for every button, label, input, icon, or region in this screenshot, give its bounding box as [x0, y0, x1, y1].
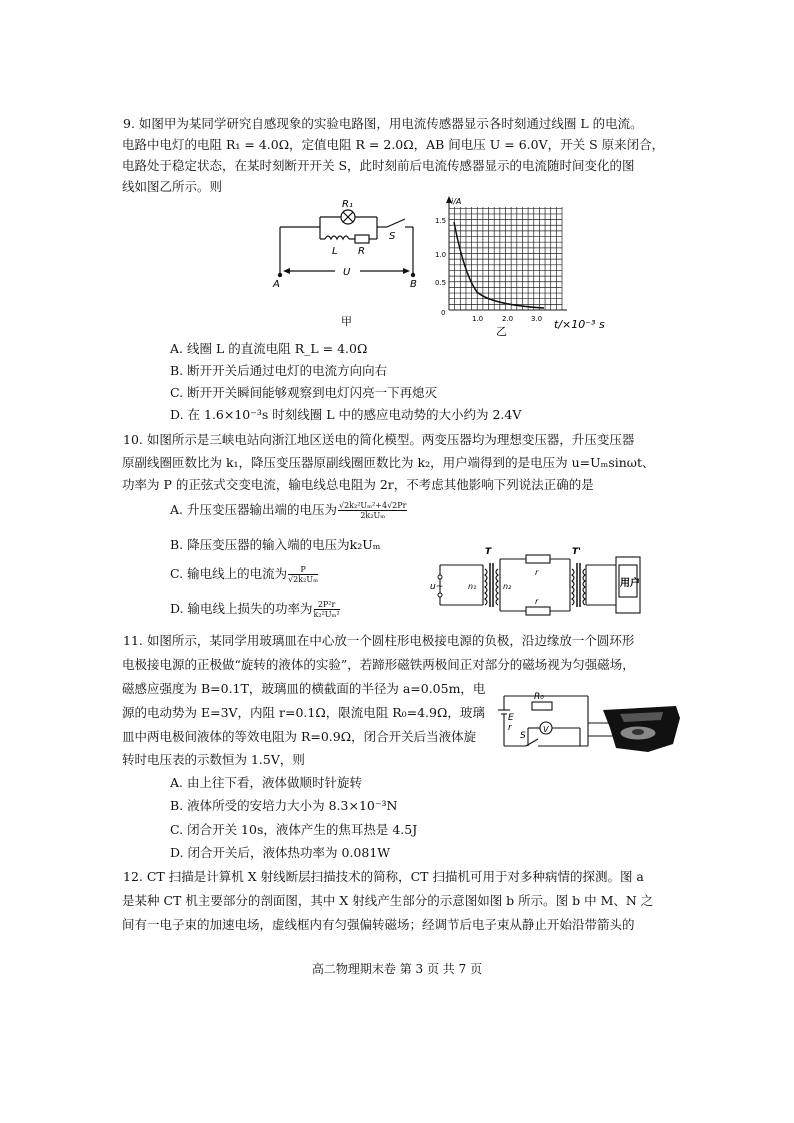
q10-option-c [170, 565, 318, 584]
q9-current-graph [432, 192, 622, 342]
q9-option-c: C. 断开开关瞬间能够观察到电灯闪亮一下再熄灭 [170, 385, 438, 400]
q9-option-d: D. 在 1.6×10⁻³s 时刻线圈 L 中的感应电动势的大小约为 2.4V [170, 407, 522, 422]
q10-transmission-diagram [428, 545, 660, 627]
y-tick-1-0: 1.0 [435, 251, 447, 259]
q9-line-1: 9. 如图甲为某同学研究自感现象的实验电路图，用电流传感器显示各时刻通过线圈 L 的电流。 [123, 116, 643, 131]
label-user: 用户 [620, 578, 640, 589]
q9-option-b: B. 断开开关后通过电灯的电流方向向右 [170, 363, 388, 378]
graph-caption: 乙 [496, 325, 507, 338]
label-U: U [343, 267, 351, 278]
page-footer: 高二物理期末卷 第 3 页 共 7 页 [311, 962, 483, 976]
q10-option-a [170, 501, 407, 520]
q12-line-3: 间有一电子束的加速电场，虚线框内有匀强偏转磁场；经调节后电子束从静止开始沿带箭头的 [122, 917, 635, 932]
q11-line-4: 源的电动势为 E=3V，内阻 r=0.1Ω，限流电阻 R₀=4.9Ω，玻璃 [122, 705, 485, 720]
label-r-top: r [535, 568, 539, 577]
graph-x-axis-label: t/×10⁻³ s [554, 318, 605, 331]
fraction-numerator: 2P²r [314, 600, 340, 610]
q9-circuit-diagram [265, 195, 435, 330]
q10-option-d-text: D. 输电线上损失的功率为 [170, 601, 313, 616]
y-tick-0: 0 [441, 309, 446, 317]
fraction-denominator: k₂²Uₘ² [313, 610, 340, 619]
graph-y-axis-label: i/A [451, 197, 462, 206]
label-V: V [543, 725, 549, 734]
fraction-denominator: √2k₂Uₘ [288, 575, 318, 584]
label-S: S [520, 731, 526, 741]
q11-option-b: B. 液体所受的安培力大小为 8.3×10⁻³N [170, 798, 398, 813]
q10-option-c-text: C. 输电线上的电流为 [170, 566, 288, 581]
q11-option-d: D. 闭合开关后，液体热功率为 0.081W [170, 845, 391, 860]
q10-option-b: B. 降压变压器的输入端的电压为k₂Uₘ [170, 537, 381, 552]
q9-line-3: 电路处于稳定状态，在某时刻断开开关 S，此时刻前后电流传感器显示的电流随时间变化的图 [122, 158, 635, 173]
q11-line-5: 皿中两电极间液体的等效电阻为 R=0.9Ω，闭合开关后当液体旋 [122, 729, 477, 744]
y-tick-1-5: 1.5 [435, 217, 447, 225]
q11-option-c: C. 闭合开关 10s，液体产生的焦耳热是 4.5J [170, 822, 418, 837]
q10-line-3: 功率为 P 的正弦式交变电流，输电线总电阻为 2r，不考虑其他影响下列说法正确的是 [122, 477, 594, 492]
label-R: R [358, 246, 365, 257]
fraction-denominator: 2k₂Uₘ [360, 511, 386, 520]
label-n2: n₂ [503, 582, 512, 591]
q11-option-a: A. 由上往下看，液体做顺时针旋转 [170, 775, 362, 790]
q10-option-d [170, 600, 340, 619]
label-u: u~ [430, 582, 444, 592]
q11-line-1: 11. 如图所示，某同学用玻璃皿在中心放一个圆柱形电极接电源的负极，沿边缘放一个圆环形 [123, 633, 635, 648]
q11-line-2: 电极接电源的正极做“旋转的液体的实验”，若蹄形磁铁两极间正对部分的磁场视为匀强磁场， [122, 657, 635, 672]
x-tick-2-0: 2.0 [502, 315, 514, 323]
q11-apparatus-diagram [498, 688, 683, 760]
x-tick-3-0: 3.0 [531, 315, 543, 323]
q9-line-2: 电路中电灯的电阻 R₁ = 4.0Ω，定值电阻 R = 2.0Ω，AB 间电压 U = 6.0V，开关 S 原来闭合， [122, 137, 665, 152]
label-R1: R₁ [342, 199, 353, 210]
q10-line-1: 10. 如图所示是三峡电站向浙江地区送电的简化模型。两变压器均为理想变压器，升压变压器 [123, 432, 635, 447]
label-B: B [410, 279, 417, 290]
label-A: A [273, 279, 280, 290]
y-tick-0-5: 0.5 [435, 279, 447, 287]
label-n1: n₁ [468, 582, 477, 591]
label-r-bottom: r [535, 597, 539, 606]
circuit-caption: 甲 [341, 315, 352, 328]
label-r: r [508, 723, 512, 733]
label-T-prime: T' [572, 547, 581, 557]
q10-option-c-fraction [288, 565, 318, 584]
label-T: T [485, 547, 492, 557]
q9-option-a: A. 线圈 L 的直流电阻 R_L = 4.0Ω [170, 341, 368, 356]
fraction-numerator: √2k₂²Uₘ²+4√2Pr [338, 501, 407, 510]
q10-line-2: 原副线圈匝数比为 k₁，降压变压器原副线圈匝数比为 k₂，用户端得到的是电压为 u=Uₘsinωt、 [122, 455, 655, 470]
q10-option-a-fraction [338, 501, 408, 520]
x-tick-1-0: 1.0 [472, 315, 484, 323]
label-R0: R₀ [534, 692, 544, 702]
q12-line-2: 是某种 CT 机主要部分的剖面图，其中 X 射线产生部分的示意图如图 b 所示。图 b 中 M、N 之 [122, 893, 654, 908]
q11-line-6: 转时电压表的示数恒为 1.5V，则 [122, 752, 305, 767]
fraction-numerator: P [288, 565, 318, 575]
label-S: S [389, 231, 396, 242]
label-E: E [508, 713, 514, 723]
label-L: L [332, 246, 338, 257]
q12-line-1: 12. CT 扫描是计算机 X 射线断层扫描技术的简称，CT 扫描机可用于对多种病情的探测。图 a [123, 869, 644, 884]
q11-line-3: 磁感应强度为 B=0.1T，玻璃皿的横截面的半径为 a=0.05m，电 [122, 681, 486, 696]
q10-option-a-text: A. 升压变压器输出端的电压为 [170, 502, 337, 517]
q9-line-4: 线如图乙所示。则 [122, 179, 223, 194]
q10-option-d-fraction [314, 600, 340, 619]
